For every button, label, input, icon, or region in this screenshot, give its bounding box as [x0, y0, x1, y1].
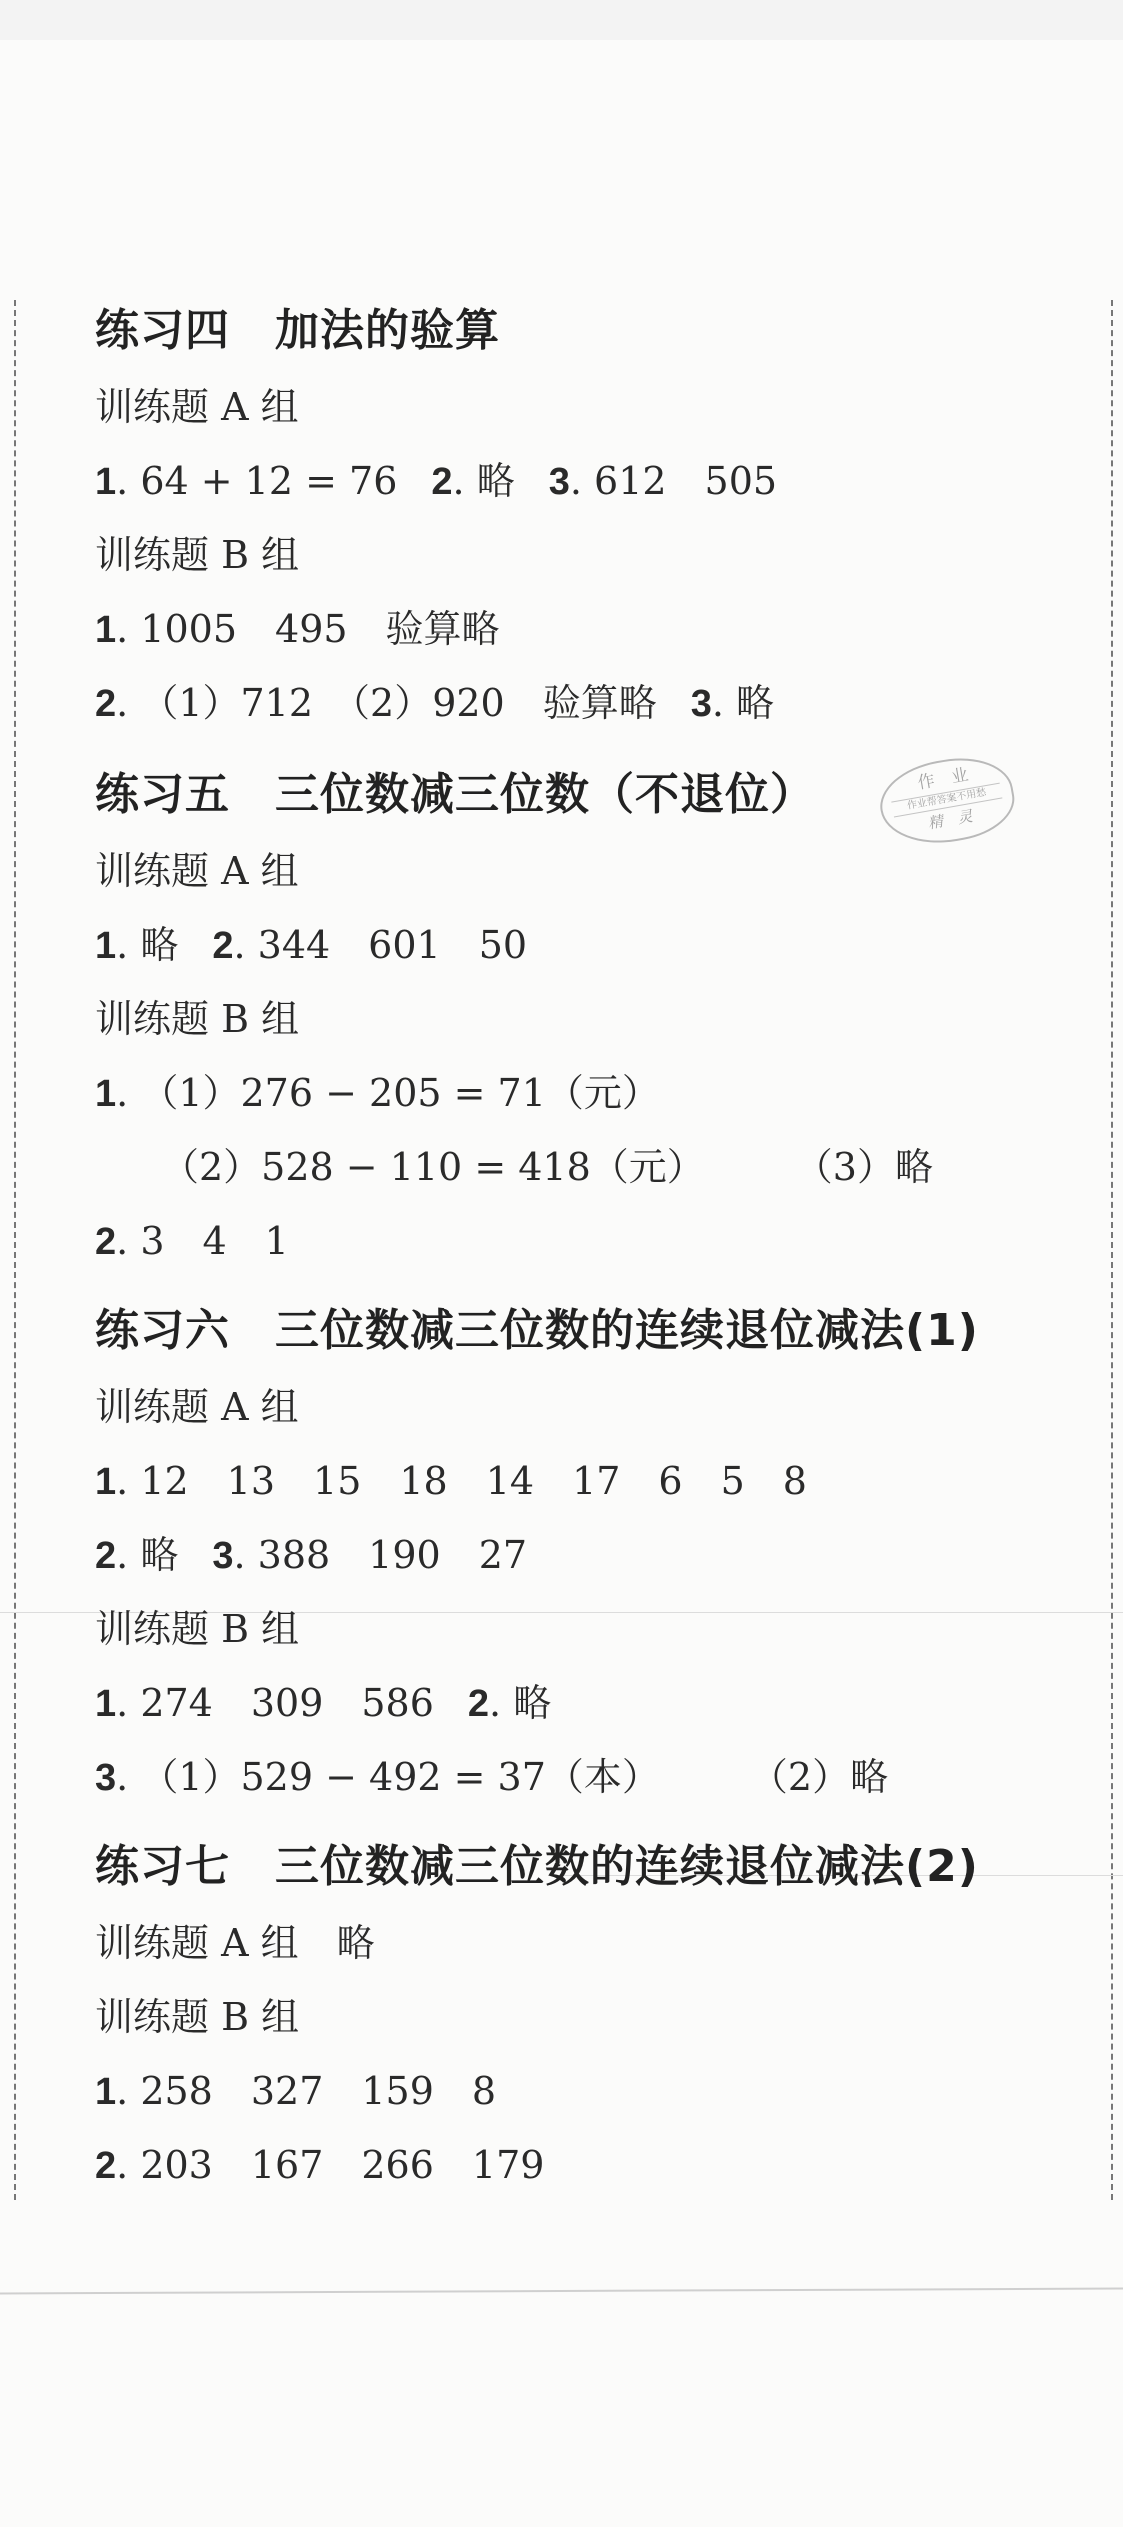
- answer-text: 344 601 50: [257, 923, 528, 967]
- question-number: 3: [690, 683, 712, 725]
- answer-text: 12 13 15 18 14 17 6 5 8: [140, 1459, 807, 1503]
- question-number: 1: [95, 1461, 117, 1503]
- left-cut-line: [14, 300, 16, 2200]
- right-cut-line: [1111, 300, 1113, 2200]
- answer-text: 258 327 159 8: [140, 2069, 497, 2113]
- section-title: 练习五 三位数减三位数（不退位）: [95, 769, 815, 820]
- answer-line: 1. （1）276 − 205 = 71（元）: [95, 1071, 660, 1115]
- question-number: 1: [95, 1683, 117, 1725]
- answer-line: 1. 略 2. 344 601 50: [95, 923, 528, 967]
- question-number: 2: [431, 461, 453, 503]
- stamp-middle-text: 作业帮答案不用愁: [891, 783, 1002, 818]
- section-title: 练习四 加法的验算: [95, 305, 500, 356]
- answer-line: 1. 1005 495 验算略: [95, 607, 500, 651]
- answer-text: 612 505: [594, 459, 778, 503]
- section-title: 练习七 三位数减三位数的连续退位减法(2): [95, 1841, 979, 1892]
- answer-line: 1. 274 309 586 2. 略: [95, 1681, 552, 1725]
- answer-text: （2）略: [749, 1755, 889, 1799]
- answer-text: 略: [476, 459, 515, 503]
- section-exercise-5: [95, 756, 933, 1278]
- section-exercise-4: [95, 292, 777, 740]
- question-number: 1: [95, 1073, 117, 1115]
- group-label: 训练题 B 组: [95, 1995, 300, 2039]
- answer-text: 203 167 266 179: [140, 2143, 545, 2187]
- question-number: 3: [212, 1535, 234, 1577]
- answer-text: （1）276 − 205 = 71（元）: [140, 1071, 660, 1115]
- bottom-page-rule: [0, 2288, 1123, 2295]
- answer-text: 388 190 27: [257, 1533, 528, 1577]
- answer-text: （1）529 − 492 = 37（本）: [140, 1755, 660, 1799]
- group-label: 训练题 A 组: [95, 849, 299, 893]
- question-number: 2: [95, 1221, 117, 1263]
- group-label: 训练题 B 组: [95, 533, 300, 577]
- question-number: 1: [95, 2071, 117, 2113]
- answer-text: 1005 495 验算略: [140, 607, 500, 651]
- answer-line: 2. 略 3. 388 190 27: [95, 1533, 528, 1577]
- answer-text: 3 4 1: [140, 1219, 289, 1263]
- question-number: 1: [95, 925, 117, 967]
- answer-text: 略: [140, 1533, 179, 1577]
- answer-line: 2. （1）712 （2）920 验算略 3. 略: [95, 681, 775, 725]
- question-number: 1: [95, 609, 117, 651]
- answer-text: （3）略: [794, 1145, 933, 1189]
- answer-line: 2. 203 167 266 179: [95, 2143, 545, 2187]
- stamp-top-text: 作 业: [916, 765, 971, 794]
- question-number: 3: [95, 1757, 117, 1799]
- question-number: 3: [548, 461, 570, 503]
- answer-text: （1）712 （2）920 验算略: [140, 681, 657, 725]
- answer-line: 2. 3 4 1: [95, 1219, 289, 1263]
- answer-line: 1. 12 13 15 18 14 17 6 5 8: [95, 1459, 807, 1503]
- answer-line: 1. 258 327 159 8: [95, 2069, 497, 2113]
- section-title: 练习六 三位数减三位数的连续退位减法(1): [95, 1305, 979, 1356]
- question-number: 2: [212, 925, 234, 967]
- answer-text: 274 309 586: [140, 1681, 434, 1725]
- question-number: 1: [95, 461, 117, 503]
- group-label: 训练题 B 组: [95, 997, 300, 1041]
- question-number: 2: [467, 1683, 490, 1725]
- scan-top-shade: [0, 0, 1123, 40]
- section-exercise-7: [95, 1828, 979, 2202]
- answer-text: 64 + 12 = 76: [140, 459, 398, 503]
- answer-line: 1. 64 + 12 = 76 2. 略 3. 612 505: [95, 459, 778, 503]
- stamp-bottom-text: 精 灵: [926, 806, 975, 833]
- answer-text: 略: [736, 681, 775, 725]
- answer-text: 略: [513, 1681, 552, 1725]
- group-label: 训练题 A 组 略: [95, 1921, 375, 1965]
- group-label: 训练题 A 组: [95, 1385, 299, 1429]
- section-exercise-6: [95, 1292, 979, 1814]
- group-label: 训练题 B 组: [95, 1607, 300, 1651]
- answer-text: 略: [140, 923, 179, 967]
- answer-line: 3. （1）529 − 492 = 37（本） （2）略: [95, 1755, 889, 1799]
- question-number: 2: [95, 2145, 117, 2187]
- answer-line: [95, 1130, 933, 1204]
- question-number: 2: [95, 683, 117, 725]
- group-label: 训练题 A 组: [95, 385, 299, 429]
- answer-text: （2）528 − 110 = 418（元）: [161, 1145, 705, 1189]
- question-number: 2: [95, 1535, 117, 1577]
